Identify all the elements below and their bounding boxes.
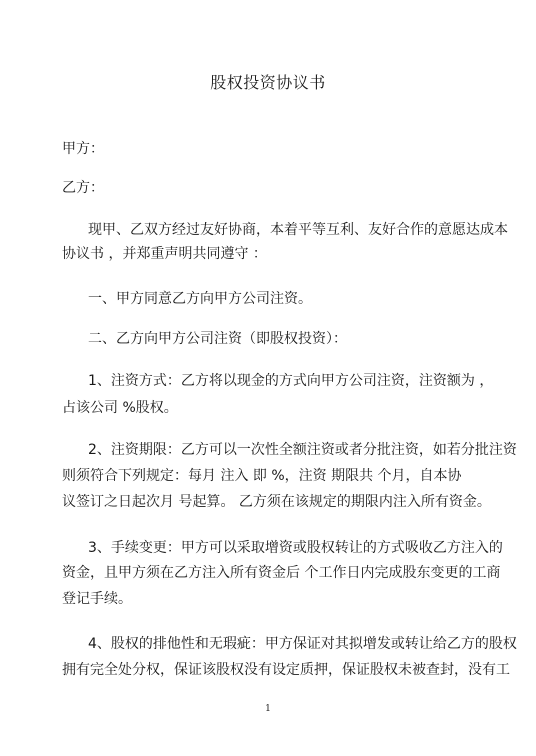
clause-2: 二、乙方向甲方公司注资（即股权投资）： — [88, 331, 347, 347]
document-title: 股权投资协议书 — [210, 73, 326, 92]
preamble-line-2: 协议书 ，并郑重声明共同遵守 ： — [62, 246, 267, 262]
item-4-line-1: 4、股权的排他性和无瑕疵：甲方保证对其拟增发或转让给乙方的股权 — [88, 636, 517, 652]
item-2-line-2: 则须符合下列规定：每月 注入 即 %，注资 期限共 个月，自本协 — [62, 468, 462, 484]
clause-1: 一、甲方同意乙方向甲方公司注资。 — [88, 291, 312, 307]
preamble-line-1: 现甲、乙双方经过友好协商，本着平等互利、友好合作的意愿达成本 — [88, 222, 508, 238]
item-3-line-2: 资金，且甲方须在乙方注入所有资金后 个工作日内完成股东变更的工商 — [62, 565, 501, 581]
item-2-line-1: 2、注资期限：乙方可以一次性全额注资或者分批注资，如若分批注资 — [88, 442, 517, 458]
page-number: 1 — [265, 704, 271, 714]
item-1-line-2: 占该公司 %股权。 — [62, 400, 178, 416]
item-3-line-1: 3、手续变更：甲方可以采取增资或股权转让的方式吸收乙方注入的 — [88, 540, 503, 556]
party-a-label: 甲方： — [62, 141, 104, 157]
party-b-label: 乙方： — [62, 180, 104, 196]
item-2-line-3: 议签订之日起次月 号起算。 乙方须在该规定的期限内注入所有资金。 — [62, 494, 491, 510]
item-1-line-1: 1、注资方式：乙方将以现金的方式向甲方公司注资，注资额为 ， — [88, 373, 494, 389]
item-3-line-3: 登记手续。 — [62, 591, 132, 607]
item-4-line-2: 拥有完全处分权，保证该股权没有设定质押，保证股权未被查封，没有工 — [62, 662, 510, 678]
